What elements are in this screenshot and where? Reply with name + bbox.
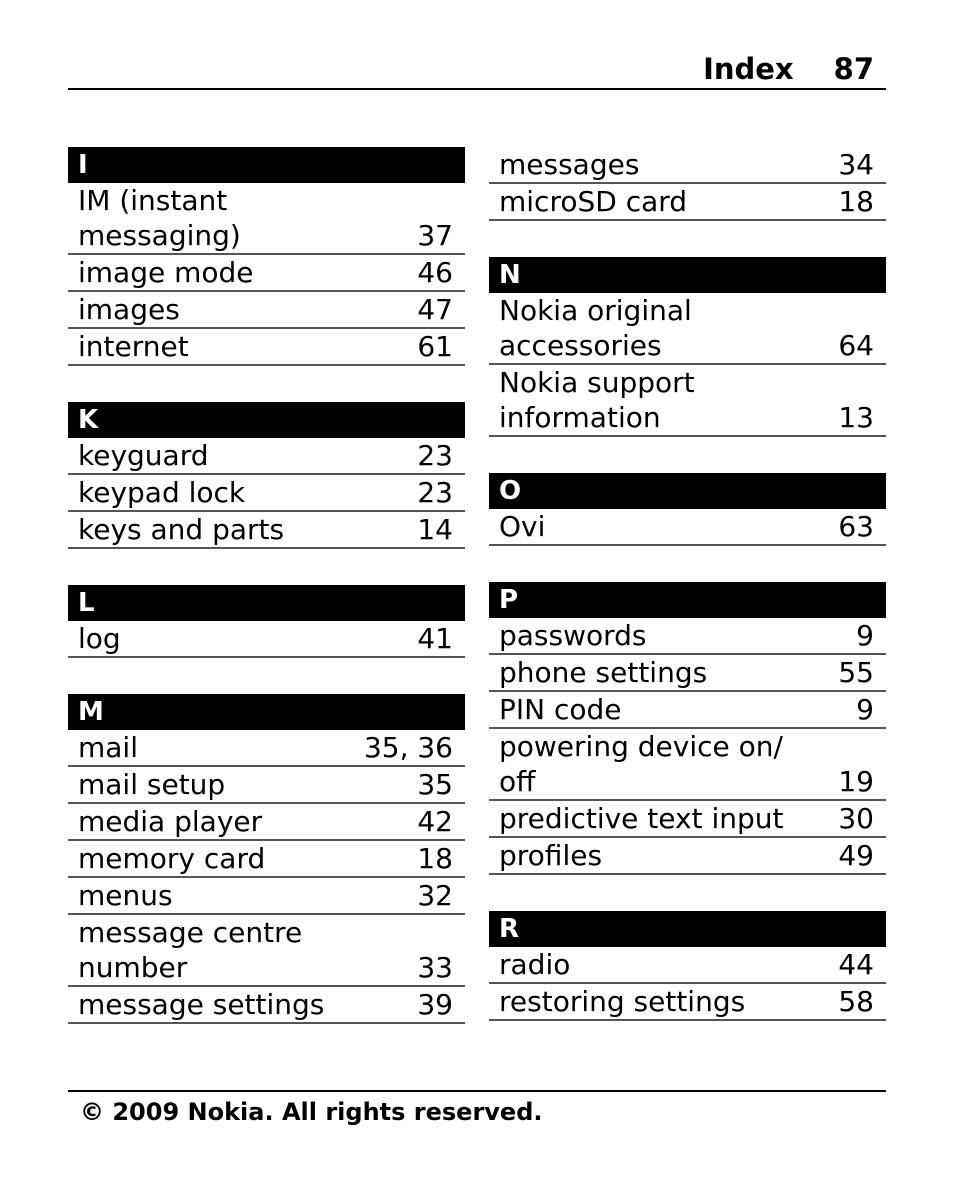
section-letter-header: P	[489, 582, 886, 618]
index-term-line: Nokia support	[499, 366, 695, 399]
index-term-line: Nokia original	[499, 294, 692, 327]
index-term-line: log	[78, 622, 121, 655]
index-term-line: media player	[78, 805, 263, 838]
index-page-ref: 58	[838, 985, 874, 1018]
index-term	[78, 292, 180, 327]
index-page-ref: 46	[417, 256, 453, 289]
index-entry	[68, 804, 465, 841]
index-entry	[489, 618, 886, 655]
index-term-line: IM (instant	[78, 184, 228, 217]
index-term-line: accessories	[499, 329, 662, 362]
index-term-line: powering device on/	[499, 730, 783, 763]
index-entry	[68, 438, 465, 475]
index-page-ref: 49	[838, 839, 874, 872]
index-page-ref: 34	[838, 148, 874, 181]
index-page-ref: 23	[417, 476, 453, 509]
index-term	[499, 692, 622, 727]
index-term-line: image mode	[78, 256, 254, 289]
index-entry	[489, 509, 886, 546]
index-entry	[68, 475, 465, 512]
index-term-line: restoring settings	[499, 985, 746, 1018]
index-term-line: information	[499, 401, 661, 434]
index-term-line: messages	[499, 148, 640, 181]
index-entry	[68, 841, 465, 878]
index-term	[499, 184, 687, 219]
index-term-line: microSD card	[499, 185, 688, 218]
index-section	[489, 147, 886, 221]
section-letter-header: M	[68, 694, 465, 730]
index-term	[499, 293, 692, 363]
index-term	[78, 878, 173, 913]
index-term	[499, 729, 783, 799]
index-page-ref: 30	[838, 802, 874, 835]
section-letter-header: L	[68, 585, 465, 621]
index-term	[499, 618, 647, 653]
page-number: 87	[833, 52, 874, 86]
index-page-ref: 18	[417, 842, 453, 875]
index-entry	[489, 729, 886, 801]
index-page-ref: 35	[417, 768, 453, 801]
index-term	[499, 509, 545, 544]
index-term	[78, 841, 265, 876]
index-entry	[489, 293, 886, 365]
index-term	[78, 255, 254, 290]
index-page-ref: 39	[417, 988, 453, 1021]
index-page-ref: 44	[838, 948, 874, 981]
index-term	[499, 147, 639, 182]
index-term-line: keypad lock	[78, 476, 246, 509]
index-term	[78, 987, 324, 1022]
section-letter-header: I	[68, 147, 465, 183]
index-section	[489, 911, 886, 1021]
index-page-ref: 19	[838, 765, 874, 798]
index-entry	[68, 183, 465, 255]
index-entry	[68, 767, 465, 804]
index-page-ref: 64	[838, 329, 874, 362]
page-footer	[68, 1090, 886, 1126]
index-term	[78, 915, 302, 985]
index-entry	[68, 730, 465, 767]
index-term-line: predictive text input	[499, 802, 784, 835]
index-column-left	[68, 147, 465, 1060]
index-section	[489, 582, 886, 875]
index-entry	[68, 512, 465, 549]
index-term-line: internet	[78, 330, 189, 363]
index-page-ref: 9	[856, 693, 874, 726]
index-page-ref: 63	[838, 510, 874, 543]
index-term-line: Ovi	[499, 510, 546, 543]
index-term-line: menus	[78, 879, 173, 912]
index-page-ref: 42	[417, 805, 453, 838]
index-term-line: keyguard	[78, 439, 209, 472]
index-term-line: off	[499, 765, 536, 798]
index-entry	[68, 621, 465, 658]
index-entry	[489, 801, 886, 838]
index-entry	[68, 329, 465, 366]
index-page-ref: 55	[838, 656, 874, 689]
index-term-line: messaging)	[78, 219, 241, 252]
index-entry	[489, 147, 886, 184]
index-term-line: phone settings	[499, 656, 708, 689]
index-term	[499, 655, 707, 690]
index-page-ref: 9	[856, 619, 874, 652]
index-term-line: profiles	[499, 839, 603, 872]
index-page-ref: 61	[417, 330, 453, 363]
index-page-ref: 33	[417, 951, 453, 984]
page-header	[68, 48, 886, 90]
index-entry	[68, 915, 465, 987]
index-page-ref: 35, 36	[363, 731, 453, 764]
index-page-ref: 13	[838, 401, 874, 434]
index-term	[78, 183, 241, 253]
index-term-line: radio	[499, 948, 571, 981]
index-term	[78, 767, 225, 802]
index-section	[489, 257, 886, 437]
index-term-line: mail setup	[78, 768, 226, 801]
index-entry	[489, 365, 886, 437]
index-entry	[68, 987, 465, 1024]
index-term-line: mail	[78, 731, 138, 764]
index-term-line: images	[78, 293, 180, 326]
index-term	[499, 947, 570, 982]
index-term	[78, 329, 189, 364]
index-term	[499, 365, 695, 435]
index-section	[68, 147, 465, 366]
section-letter-header: N	[489, 257, 886, 293]
index-term	[78, 438, 208, 473]
index-page-ref: 47	[417, 293, 453, 326]
index-entry	[489, 692, 886, 729]
section-letter-header: O	[489, 473, 886, 509]
index-page-ref: 23	[417, 439, 453, 472]
index-term-line: keys and parts	[78, 513, 285, 546]
index-section	[68, 402, 465, 549]
index-term-line: memory card	[78, 842, 266, 875]
index-entry	[489, 947, 886, 984]
index-entry	[489, 984, 886, 1021]
index-page-ref: 41	[417, 622, 453, 655]
index-section	[489, 473, 886, 546]
index-page-ref: 37	[417, 219, 453, 252]
index-entry	[489, 838, 886, 875]
index-term-line: message settings	[78, 988, 325, 1021]
section-letter-header: R	[489, 911, 886, 947]
index-entry	[68, 255, 465, 292]
index-term	[78, 804, 262, 839]
index-section	[68, 585, 465, 658]
page-title: Index	[703, 52, 794, 86]
copyright-text: © 2009 Nokia. All rights reserved.	[80, 1098, 543, 1126]
index-entry	[68, 878, 465, 915]
index-term	[78, 512, 284, 547]
index-term	[499, 801, 783, 836]
index-term	[499, 838, 602, 873]
index-term	[499, 984, 745, 1019]
index-term	[78, 730, 138, 765]
index-section	[68, 694, 465, 1024]
section-letter-header: K	[68, 402, 465, 438]
index-page-ref: 32	[417, 879, 453, 912]
index-entry	[489, 184, 886, 221]
index-term	[78, 621, 121, 656]
index-term-line: message centre	[78, 916, 303, 949]
index-page-ref: 14	[417, 513, 453, 546]
index-column-right	[489, 147, 886, 1057]
index-page-ref: 18	[838, 185, 874, 218]
index-term-line: PIN code	[499, 693, 622, 726]
index-entry	[68, 292, 465, 329]
index-entry	[489, 655, 886, 692]
index-term-line: passwords	[499, 619, 647, 652]
index-term-line: number	[78, 951, 188, 984]
index-term	[78, 475, 245, 510]
